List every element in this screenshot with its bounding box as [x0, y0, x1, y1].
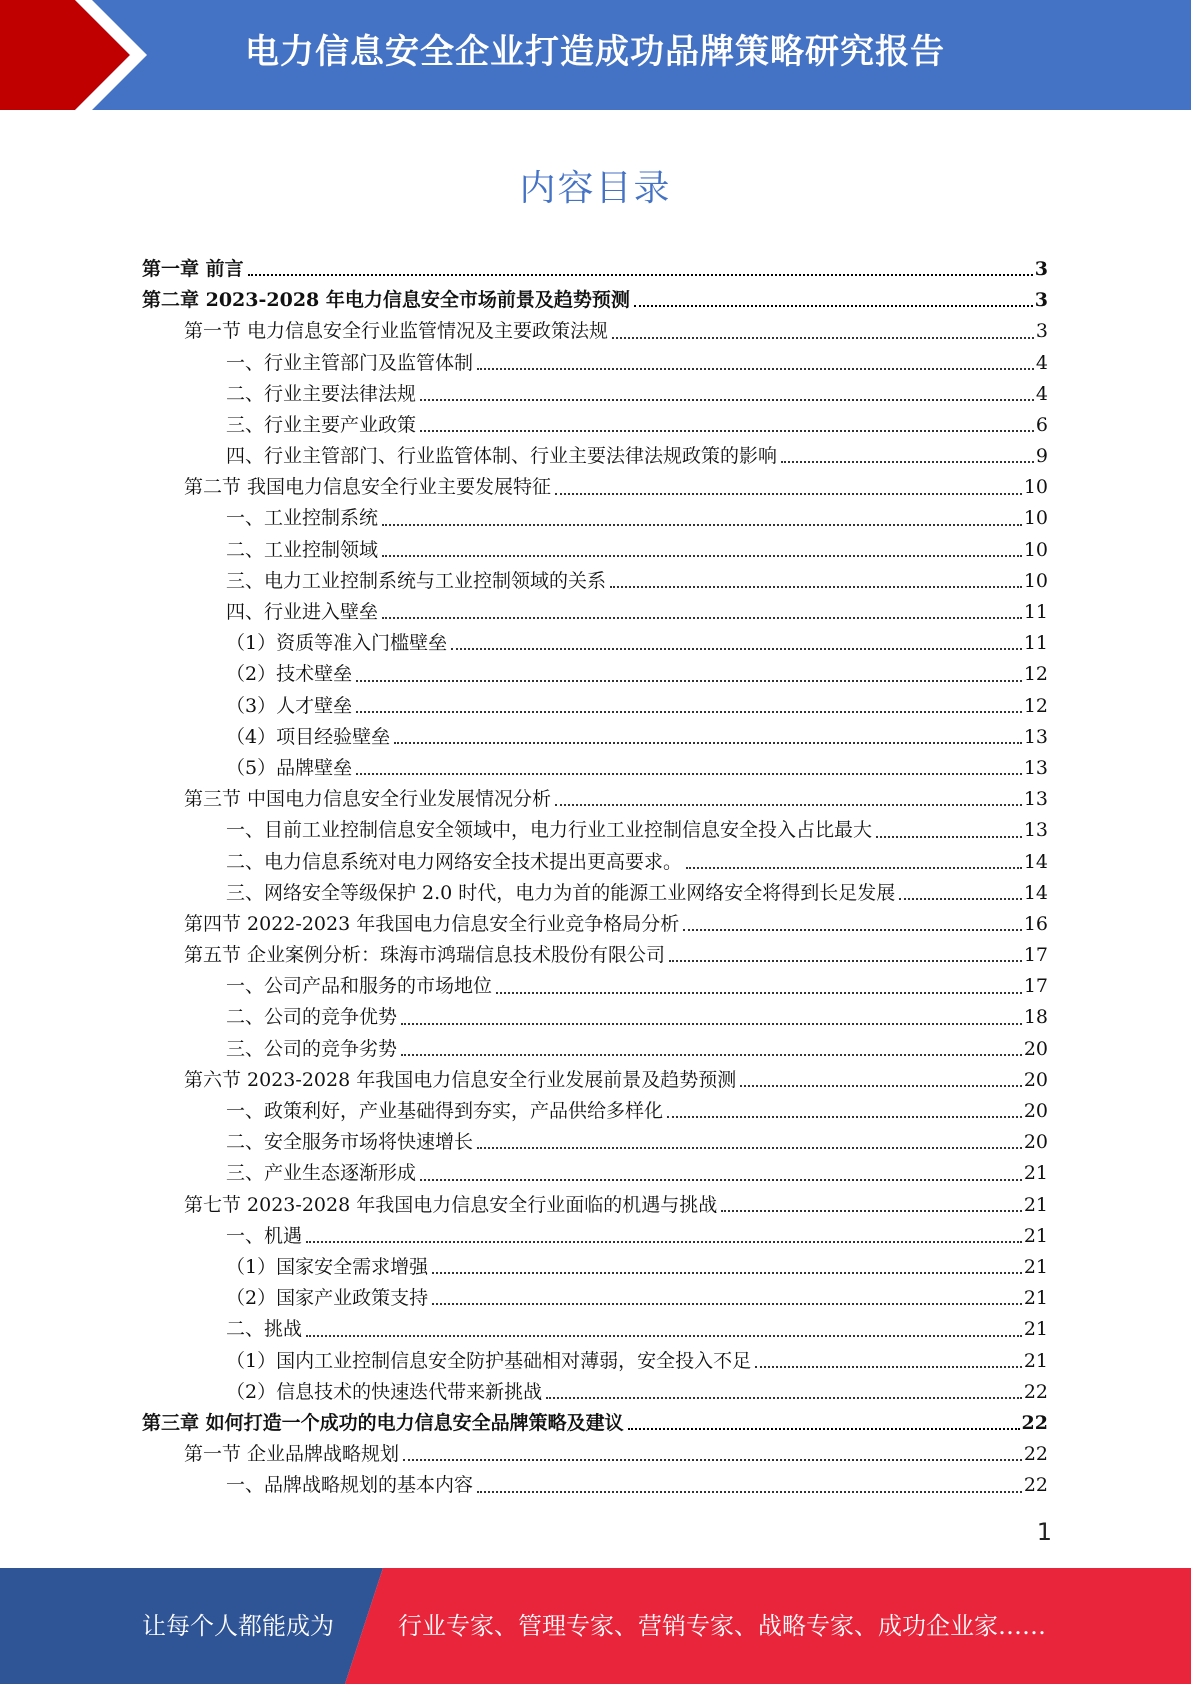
toc-entry-page: 3: [1034, 289, 1048, 312]
toc-dot-leader: [451, 647, 1022, 650]
toc-dot-leader: [477, 1146, 1022, 1149]
toc-entry[interactable]: [142, 878, 1048, 909]
toc-entry-page: 20: [1023, 1037, 1048, 1060]
toc-entry-label: 第二章 2023-2028 年电力信息安全市场前景及趋势预测: [142, 289, 630, 312]
toc-entry-page: 10: [1023, 569, 1048, 592]
toc-entry-label: 四、行业主管部门、行业监管体制、行业主要法律法规政策的影响: [226, 445, 778, 468]
toc-entry-label: 第一节 电力信息安全行业监管情况及主要政策法规: [184, 320, 609, 343]
toc-entry[interactable]: [142, 316, 1048, 347]
toc-dot-leader: [546, 1396, 1022, 1399]
toc-entry[interactable]: [142, 1470, 1048, 1501]
toc-entry-page: 21: [1023, 1193, 1048, 1216]
toc-dot-leader: [248, 273, 1033, 276]
toc-entry-page: 6: [1035, 413, 1048, 436]
toc-entry[interactable]: [142, 940, 1048, 971]
toc-entry-label: 第三章 如何打造一个成功的电力信息安全品牌策略及建议: [142, 1411, 624, 1434]
toc-entry-page: 16: [1023, 912, 1048, 935]
toc-entry-page: 20: [1023, 1100, 1048, 1123]
toc-entry-label: （1）国内工业控制信息安全防护基础相对薄弱，安全投入不足: [226, 1349, 752, 1372]
toc-entry-label: 第二节 我国电力信息安全行业主要发展特征: [184, 476, 552, 499]
toc-dot-leader: [356, 710, 1022, 713]
toc-entry-page: 22: [1021, 1411, 1048, 1434]
toc-entry-page: 13: [1023, 725, 1048, 748]
toc-entry[interactable]: [142, 628, 1048, 659]
toc-entry-label: 三、公司的竞争劣势: [226, 1037, 398, 1060]
toc-entry[interactable]: [142, 566, 1048, 597]
toc-dot-leader: [669, 959, 1022, 962]
toc-entry-page: 22: [1023, 1380, 1048, 1403]
toc-entry[interactable]: [142, 909, 1048, 940]
toc-dot-leader: [628, 1427, 1020, 1430]
toc-dot-leader: [401, 1022, 1022, 1025]
toc-entry-page: 18: [1023, 1006, 1048, 1029]
toc-entry[interactable]: [142, 659, 1048, 690]
toc-entry-page: 3: [1035, 320, 1048, 343]
footer-slogan-left: 让每个人都能成为: [142, 1612, 334, 1640]
toc-entry-page: 21: [1023, 1255, 1048, 1278]
toc-dot-leader: [420, 1178, 1022, 1181]
table-of-contents: [142, 254, 1048, 1502]
toc-entry-page: 22: [1023, 1474, 1048, 1497]
toc-entry-label: （4）项目经验壁垒: [226, 725, 391, 748]
toc-entry-page: 22: [1023, 1443, 1048, 1466]
toc-entry-label: 一、目前工业控制信息安全领域中，电力行业工业控制信息安全投入占比最大: [226, 819, 873, 842]
toc-dot-leader: [306, 1334, 1022, 1337]
toc-entry[interactable]: [142, 441, 1048, 472]
toc-dot-leader: [555, 492, 1022, 495]
toc-entry-label: 第一章 前言: [142, 257, 244, 280]
toc-entry-label: 第七节 2023-2028 年我国电力信息安全行业面临的机遇与挑战: [184, 1193, 718, 1216]
toc-dot-leader: [432, 1302, 1022, 1305]
toc-entry[interactable]: [142, 1003, 1048, 1034]
toc-entry-label: （5）品牌壁垒: [226, 756, 353, 779]
toc-entry-label: 四、行业进入壁垒: [226, 601, 379, 624]
toc-dot-leader: [403, 1458, 1022, 1461]
toc-entry-label: 第五节 企业案例分析：珠海市鸿瑞信息技术股份有限公司: [184, 944, 666, 967]
toc-entry-page: 10: [1023, 507, 1048, 530]
toc-entry[interactable]: [142, 1158, 1048, 1189]
toc-entry[interactable]: [142, 1034, 1048, 1065]
toc-entry-label: 二、电力信息系统对电力网络安全技术提出更高要求。: [226, 850, 683, 873]
toc-entry[interactable]: [142, 285, 1048, 316]
toc-dot-leader: [612, 336, 1034, 339]
toc-entry[interactable]: [142, 691, 1048, 722]
toc-entry-label: 第六节 2023-2028 年我国电力信息安全行业发展前景及趋势预测: [184, 1068, 737, 1091]
toc-entry-label: 一、公司产品和服务的市场地位: [226, 975, 493, 998]
toc-entry-page: 21: [1023, 1349, 1048, 1372]
toc-entry-label: 二、安全服务市场将快速增长: [226, 1131, 474, 1154]
toc-entry[interactable]: [142, 971, 1048, 1002]
toc-dot-leader: [781, 460, 1034, 463]
toc-entry-page: 13: [1023, 756, 1048, 779]
toc-dot-leader: [432, 1271, 1022, 1274]
toc-dot-leader: [356, 772, 1022, 775]
toc-entry-page: 21: [1023, 1318, 1048, 1341]
toc-entry-page: 12: [1023, 694, 1048, 717]
toc-entry[interactable]: [142, 379, 1048, 410]
toc-entry[interactable]: [142, 1439, 1048, 1470]
toc-entry-label: 一、政策利好，产业基础得到夯实，产品供给多样化: [226, 1100, 664, 1123]
toc-entry-label: 一、行业主管部门及监管体制: [226, 351, 474, 374]
toc-entry-page: 12: [1023, 663, 1048, 686]
toc-dot-leader: [899, 897, 1022, 900]
toc-entry[interactable]: [142, 348, 1048, 379]
toc-dot-leader: [496, 991, 1022, 994]
toc-heading: 内容目录: [519, 168, 672, 209]
toc-entry-label: 二、挑战: [226, 1318, 303, 1341]
toc-entry-label: （2）国家产业政策支持: [226, 1287, 429, 1310]
page-number: 1: [1036, 1518, 1052, 1546]
toc-entry-label: 三、电力工业控制系统与工业控制领域的关系: [226, 569, 607, 592]
toc-entry[interactable]: [142, 1065, 1048, 1096]
toc-entry-label: 二、公司的竞争优势: [226, 1006, 398, 1029]
toc-dot-leader: [477, 1490, 1022, 1493]
toc-entry[interactable]: [142, 410, 1048, 441]
toc-entry[interactable]: [142, 1221, 1048, 1252]
toc-entry-label: 第三节 中国电力信息安全行业发展情况分析: [184, 788, 552, 811]
toc-dot-leader: [401, 1053, 1022, 1056]
toc-entry-page: 10: [1023, 538, 1048, 561]
toc-entry[interactable]: [142, 1252, 1048, 1283]
toc-entry-page: 4: [1035, 382, 1048, 405]
toc-entry[interactable]: [142, 784, 1048, 815]
toc-dot-leader: [667, 1115, 1022, 1118]
toc-entry-label: 二、工业控制领域: [226, 538, 379, 561]
toc-dot-leader: [306, 1240, 1022, 1243]
toc-entry-page: 17: [1023, 944, 1048, 967]
toc-entry[interactable]: [142, 1314, 1048, 1345]
toc-dot-leader: [477, 367, 1034, 370]
toc-entry-label: 第一节 企业品牌战略规划: [184, 1443, 400, 1466]
toc-entry-page: 20: [1023, 1131, 1048, 1154]
toc-dot-leader: [610, 585, 1022, 588]
toc-dot-leader: [555, 803, 1022, 806]
toc-entry[interactable]: [142, 722, 1048, 753]
toc-entry[interactable]: [142, 1377, 1048, 1408]
toc-entry-page: 3: [1034, 257, 1048, 280]
toc-entry-label: 一、工业控制系统: [226, 507, 379, 530]
toc-entry[interactable]: [142, 1127, 1048, 1158]
toc-dot-leader: [876, 835, 1022, 838]
toc-entry-page: 11: [1023, 601, 1048, 624]
toc-dot-leader: [420, 398, 1034, 401]
toc-entry-page: 21: [1023, 1224, 1048, 1247]
toc-entry[interactable]: [142, 753, 1048, 784]
toc-entry-label: （2）信息技术的快速迭代带来新挑战: [226, 1380, 543, 1403]
toc-entry-page: 11: [1023, 632, 1048, 655]
toc-entry[interactable]: [142, 1190, 1048, 1221]
header-red-arrow: [0, 0, 130, 110]
toc-entry[interactable]: [142, 472, 1048, 503]
toc-entry-label: 三、网络安全等级保护 2.0 时代，电力为首的能源工业网络安全将得到长足发展: [226, 881, 896, 904]
toc-entry-label: （1）国家安全需求增强: [226, 1255, 429, 1278]
toc-entry-page: 21: [1023, 1287, 1048, 1310]
toc-entry-page: 13: [1023, 819, 1048, 842]
toc-entry-label: 一、机遇: [226, 1224, 303, 1247]
toc-entry[interactable]: [142, 1283, 1048, 1314]
toc-dot-leader: [721, 1209, 1022, 1212]
footer-slogan-right: 行业专家、管理专家、营销专家、战略专家、成功企业家……: [398, 1612, 1046, 1640]
toc-dot-leader: [686, 866, 1022, 869]
toc-entry-page: 13: [1023, 788, 1048, 811]
toc-dot-leader: [382, 523, 1022, 526]
toc-entry-label: 一、品牌战略规划的基本内容: [226, 1474, 474, 1497]
toc-entry-label: （2）技术壁垒: [226, 663, 353, 686]
toc-entry-label: （3）人才壁垒: [226, 694, 353, 717]
toc-entry-page: 17: [1023, 975, 1048, 998]
report-title: 电力信息安全企业打造成功品牌策略研究报告: [245, 32, 945, 72]
toc-dot-leader: [356, 679, 1022, 682]
toc-entry[interactable]: [142, 535, 1048, 566]
footer-band: [0, 1568, 1191, 1684]
toc-dot-leader: [420, 429, 1034, 432]
toc-dot-leader: [683, 928, 1022, 931]
toc-entry[interactable]: [142, 815, 1048, 846]
toc-dot-leader: [755, 1365, 1022, 1368]
toc-entry-label: 三、行业主要产业政策: [226, 413, 417, 436]
toc-entry-page: 20: [1023, 1068, 1048, 1091]
toc-entry[interactable]: [142, 504, 1048, 535]
toc-entry-page: 4: [1035, 351, 1048, 374]
toc-entry[interactable]: [142, 847, 1048, 878]
toc-entry[interactable]: [142, 254, 1048, 285]
toc-dot-leader: [634, 304, 1033, 307]
toc-entry-label: 三、产业生态逐渐形成: [226, 1162, 417, 1185]
header-band: [0, 0, 1191, 110]
toc-dot-leader: [382, 554, 1022, 557]
toc-entry[interactable]: [142, 1408, 1048, 1439]
header-arrow-decoration: [0, 0, 150, 110]
toc-entry-page: 9: [1035, 445, 1048, 468]
toc-entry-page: 21: [1023, 1162, 1048, 1185]
toc-dot-leader: [382, 616, 1022, 619]
toc-entry[interactable]: [142, 1346, 1048, 1377]
toc-entry-page: 14: [1023, 850, 1048, 873]
toc-entry-label: （1）资质等准入门槛壁垒: [226, 632, 448, 655]
toc-entry[interactable]: [142, 1096, 1048, 1127]
toc-entry-page: 14: [1023, 881, 1048, 904]
toc-entry-label: 第四节 2022-2023 年我国电力信息安全行业竞争格局分析: [184, 912, 680, 935]
toc-dot-leader: [394, 741, 1022, 744]
toc-entry-page: 10: [1023, 476, 1048, 499]
toc-entry-label: 二、行业主要法律法规: [226, 382, 417, 405]
toc-entry[interactable]: [142, 597, 1048, 628]
toc-dot-leader: [740, 1084, 1022, 1087]
